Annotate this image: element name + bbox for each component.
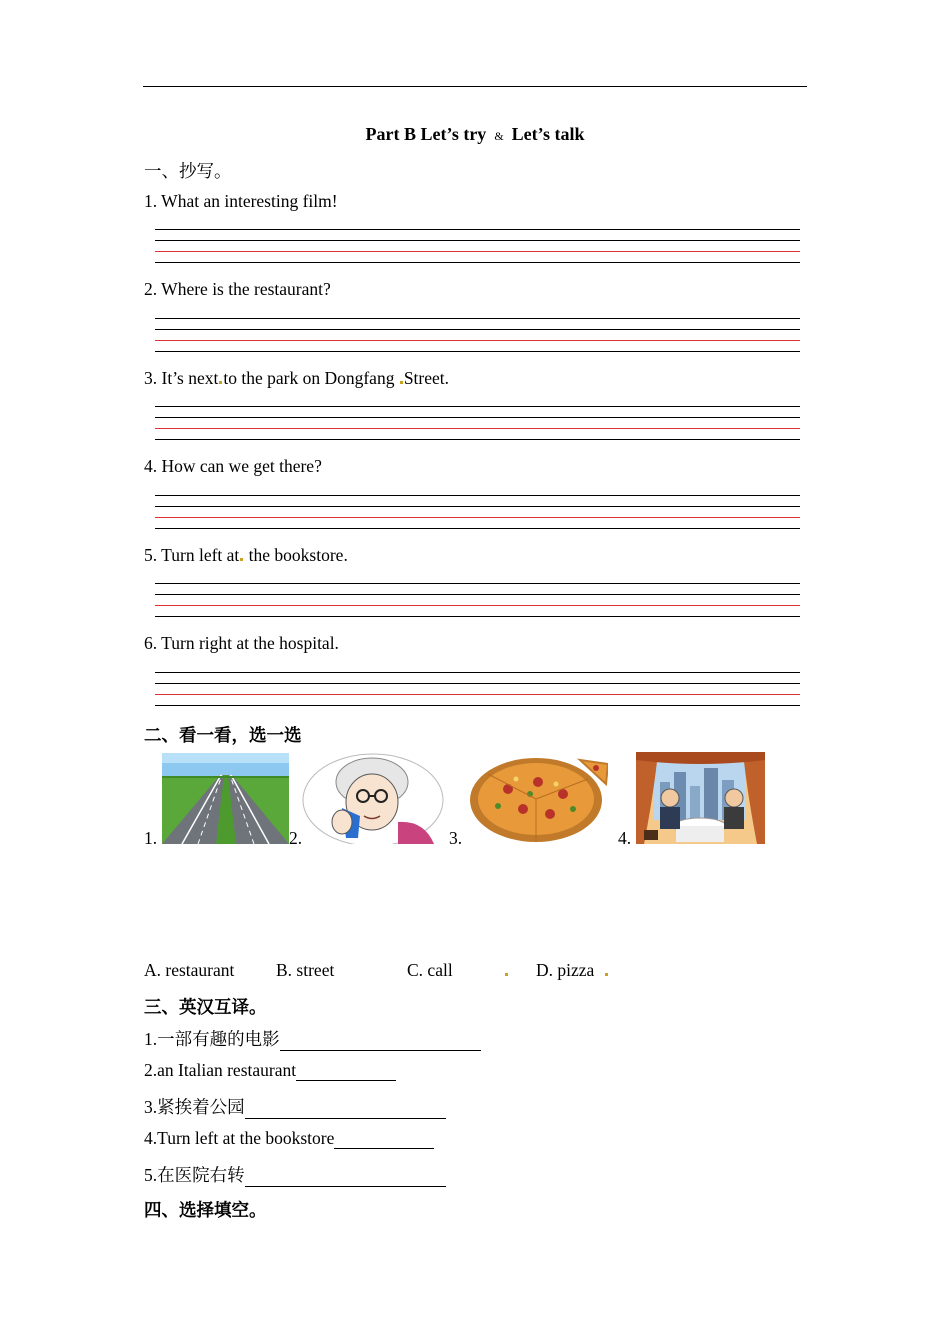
option-d: D. pizza (536, 960, 595, 980)
dot-mark (505, 973, 508, 976)
grandma-phone-picture (302, 752, 444, 844)
dot-mark (400, 381, 403, 384)
copy-sentence-2: 2. Where is the restaurant? (144, 279, 331, 299)
copy-lines-1[interactable] (155, 229, 800, 265)
road-picture (162, 753, 289, 844)
title-main: Part B Let’s try (365, 124, 487, 144)
restaurant-picture (636, 752, 765, 844)
title-amp: & (494, 129, 504, 143)
sentence-5-part-a: 5. Turn left at (144, 545, 240, 565)
picture-number-1: 1. (144, 828, 158, 848)
header-rule (143, 86, 807, 87)
translate-text-2b: staurant (240, 1060, 297, 1080)
dot-mark (605, 973, 608, 976)
translate-text-1: 1.一部有趣的电影 (144, 1029, 280, 1049)
sentence-3-part-c: Street. (403, 368, 450, 388)
sentence-3-part-b: to the park on Dongfang (223, 368, 395, 388)
copy-lines-4[interactable] (155, 495, 800, 531)
picture-number-3: 3. (449, 828, 463, 848)
translate-text-5: 5.在医院右转 (144, 1165, 245, 1185)
copy-sentence-1: 1. What an interesting film! (144, 191, 338, 211)
translate-item-5 (144, 1162, 446, 1187)
section2-heading: 二、看一看，选一选 (144, 725, 302, 745)
answer-blank-4[interactable] (334, 1130, 434, 1149)
translate-text-3: 3.紧挨着公园 (144, 1097, 245, 1117)
translate-text-4: 4.Turn left at the bookstore (144, 1128, 335, 1148)
title-sub: Let’s talk (511, 124, 585, 144)
picture-number-2: 2. (289, 828, 303, 848)
answer-blank-2[interactable] (296, 1062, 396, 1081)
translate-item-1 (144, 1026, 481, 1051)
answer-blank-3[interactable] (245, 1100, 446, 1119)
dot-mark (240, 558, 243, 561)
option-b: B. street (276, 960, 335, 980)
sentence-5-part-b: the bookstore. (248, 545, 348, 565)
copy-lines-3[interactable] (155, 406, 800, 442)
copy-sentence-6: 6. Turn right at the hospital. (144, 633, 339, 653)
option-c: C. call (407, 960, 453, 980)
option-a: A. restaurant (144, 960, 235, 980)
section1-heading: 一、抄写。 (144, 161, 232, 181)
copy-sentence-4: 4. How can we get there? (144, 456, 322, 476)
answer-blank-5[interactable] (245, 1168, 446, 1187)
translate-item-2 (144, 1060, 396, 1081)
translate-text-2a: 2.an Italian re (144, 1060, 241, 1080)
copy-lines-6[interactable] (155, 672, 800, 708)
picture-number-4: 4. (618, 828, 632, 848)
answer-blank-1[interactable] (280, 1032, 481, 1051)
copy-lines-5[interactable] (155, 583, 800, 619)
translate-item-3 (144, 1094, 446, 1119)
copy-sentence-3 (144, 368, 449, 389)
copy-lines-2[interactable] (155, 318, 800, 354)
sentence-3-part-a: 3. It’s next (144, 368, 219, 388)
translate-item-4 (144, 1128, 434, 1149)
section3-heading: 三、英汉互译。 (144, 997, 267, 1017)
page-title (0, 124, 950, 145)
section4-heading: 四、选择填空。 (144, 1200, 267, 1220)
dot-mark (219, 381, 222, 384)
copy-sentence-5 (144, 545, 348, 566)
pizza-picture (468, 754, 608, 844)
